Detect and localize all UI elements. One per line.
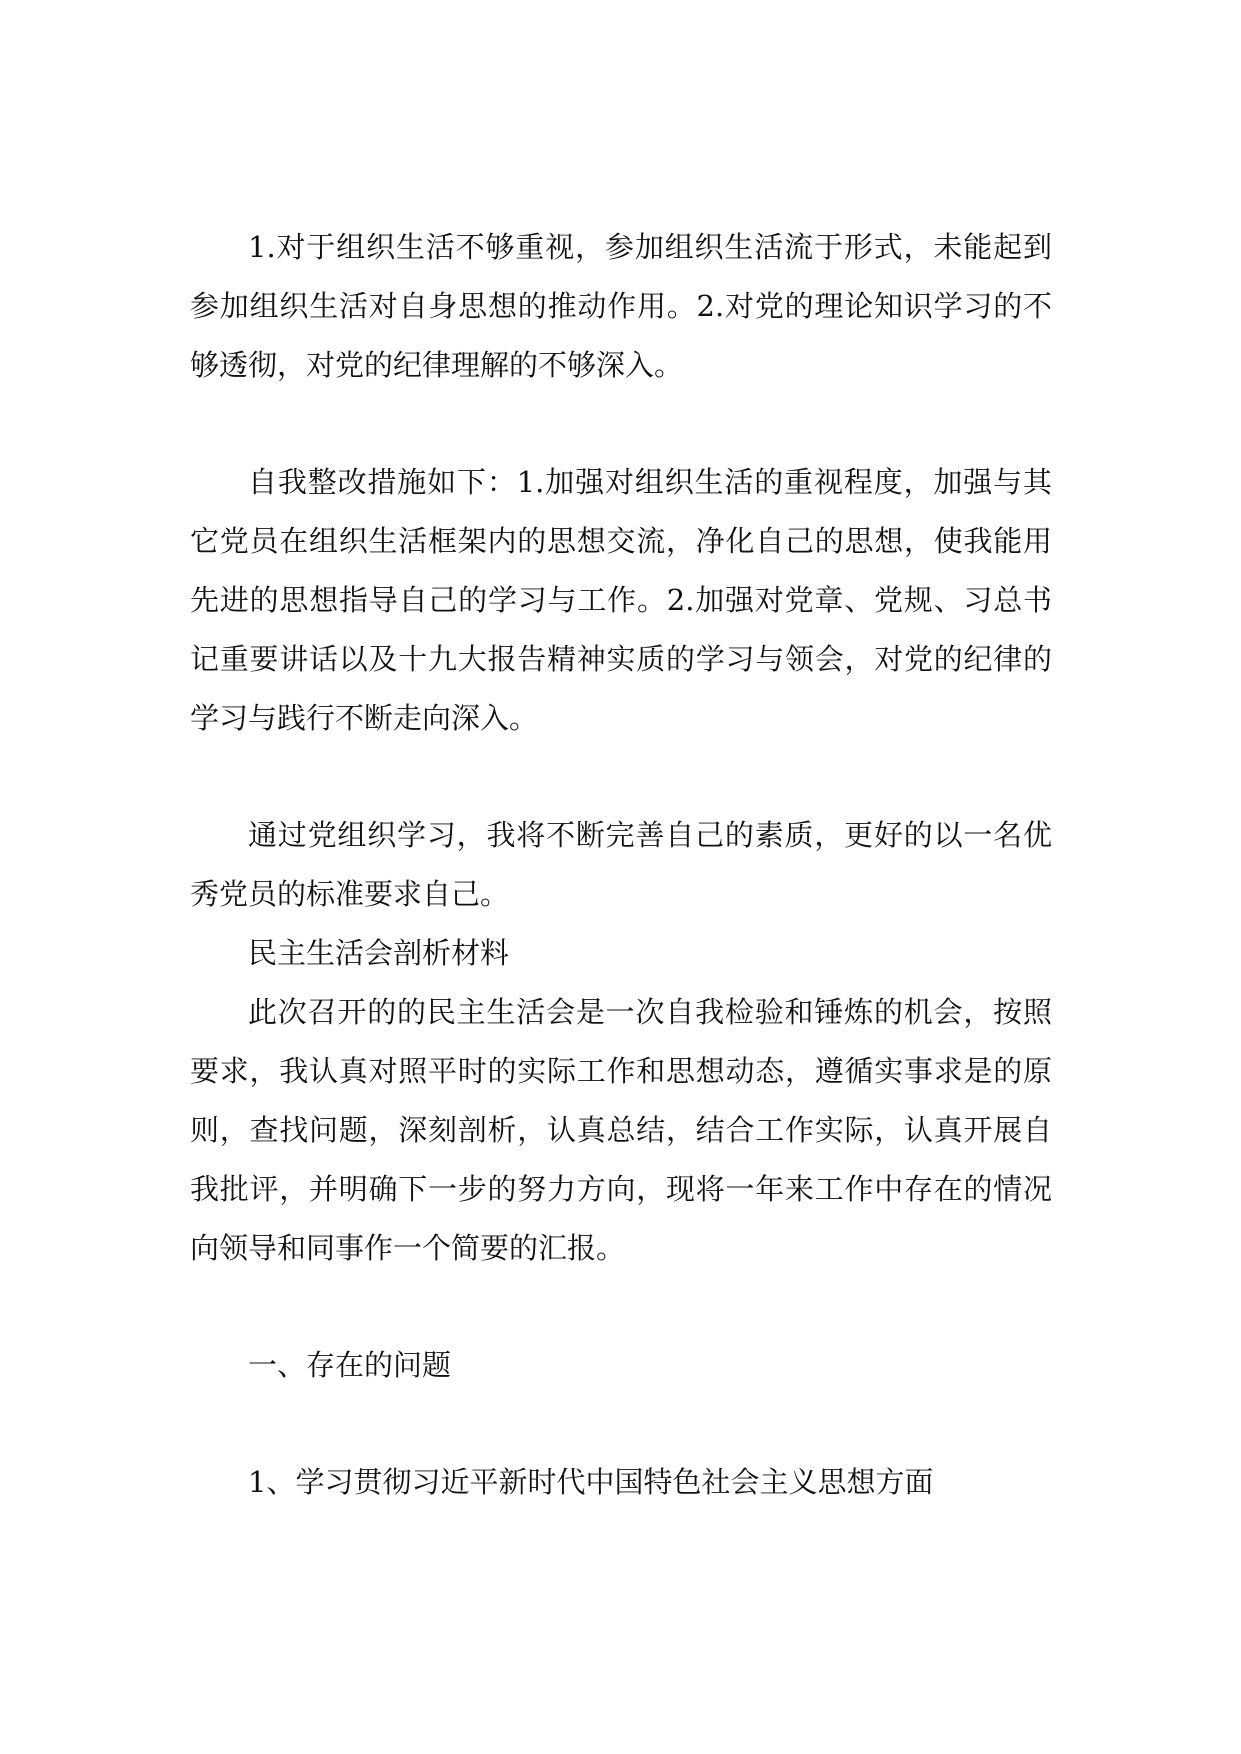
- paragraph-conclusion: 通过党组织学习，我将不断完善自己的素质，更好的以一名优秀党员的标准要求自己。: [190, 818, 1052, 911]
- paragraph-rectification-measures: 自我整改措施如下：1.加强对组织生活的重视程度，加强与其它党员在组织生活框架内的思想交流，净化自己的思想，使我能用先进的思想指导自己的学习与工作。2.加强对党章、党规、习总书记重要讲话以及十九大报告精神实质的学习与领会，对党的纪律的学习与践行不断走向深入。: [190, 465, 1052, 735]
- section-title: 民主生活会剖析材料: [248, 936, 510, 970]
- paragraph-introduction: 此次召开的的民主生活会是一次自我检验和锤炼的机会，按照要求，我认真对照平时的实际工作和思想动态，遵循实事求是的原则，查找问题，深刻剖析，认真总结，结合工作实际，认真开展自我批评，并明确下一步的努力方向，现将一年来工作中存在的情况向领导和同事作一个简要的汇报。: [190, 995, 1052, 1265]
- heading-existing-problems: 一、存在的问题: [248, 1348, 452, 1382]
- subheading-study-implementation: 1、学习贯彻习近平新时代中国特色社会主义思想方面: [248, 1465, 934, 1499]
- document-body: [190, 218, 1052, 1512]
- paragraph-problems: 1.对于组织生活不够重视，参加组织生活流于形式，未能起到参加组织生活对自身思想的推动作用。2.对党的理论知识学习的不够透彻，对党的纪律理解的不够深入。: [190, 230, 1052, 382]
